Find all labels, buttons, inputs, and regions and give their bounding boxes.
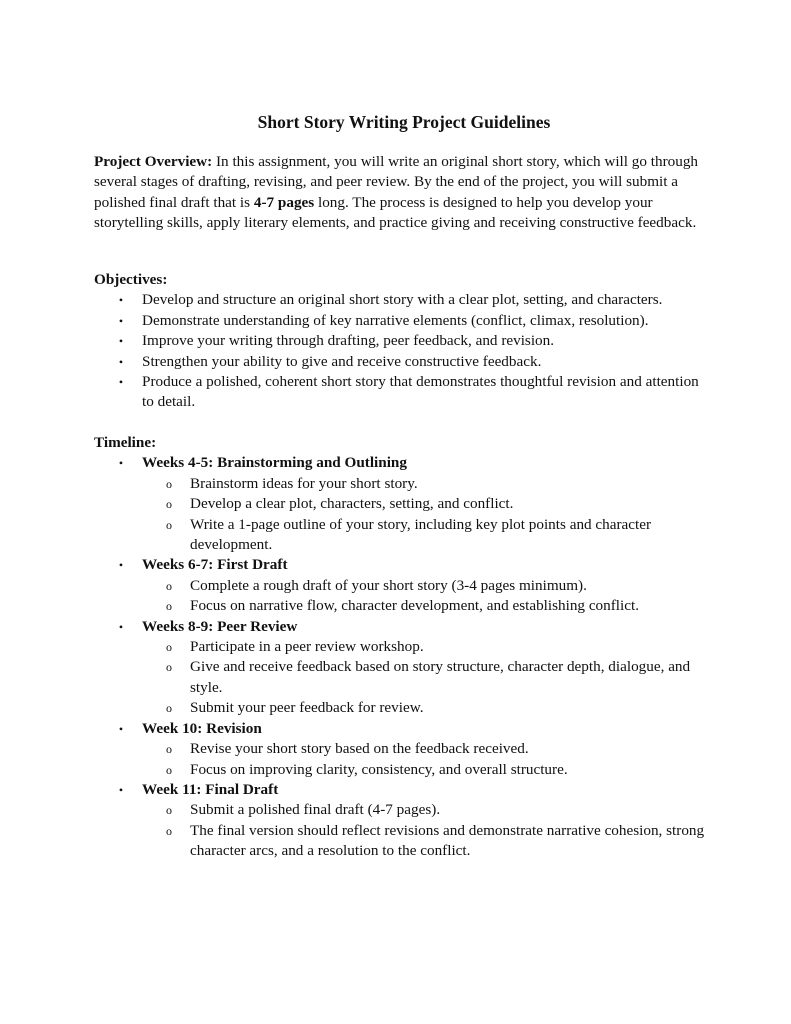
- week-title: Week 11: Final Draft: [142, 780, 279, 798]
- task-item: o Complete a rough draft of your short story (3-4 pages minimum).: [142, 576, 714, 596]
- week-title: Week 10: Revision: [142, 719, 262, 737]
- bullet-icon: •: [118, 619, 124, 634]
- project-overview: [94, 152, 704, 234]
- task-list: [142, 576, 714, 617]
- objective-item: • Develop and structure an original short story with a clear plot, setting, and characters.: [94, 290, 714, 310]
- bullet-icon: •: [118, 313, 124, 328]
- week-title: Weeks 8-9: Peer Review: [142, 617, 298, 635]
- overview-text-after: long. The process is designed to help you develop your storytelling skills, apply literary elements, and practice giving and receiving constructive feedback.: [94, 193, 697, 232]
- circle-bullet-icon: o: [166, 497, 172, 512]
- objective-item: • Demonstrate understanding of key narrative elements (conflict, climax, resolution).: [94, 311, 714, 331]
- bullet-icon: •: [118, 558, 124, 573]
- circle-bullet-icon: o: [166, 640, 172, 655]
- overview-page-count: 4-7 pages: [253, 193, 315, 211]
- bullet-icon: •: [118, 354, 124, 369]
- timeline-week: [94, 555, 714, 616]
- circle-bullet-icon: o: [166, 578, 172, 593]
- timeline-list: [94, 453, 714, 861]
- task-item: o Submit a polished final draft (4-7 pages).: [142, 800, 714, 820]
- task-item: o Focus on improving clarity, consistency, and overall structure.: [142, 760, 714, 780]
- bullet-icon: •: [118, 334, 124, 349]
- timeline-section: [94, 433, 714, 862]
- timeline-week: [94, 617, 714, 719]
- task-item: o Write a 1-page outline of your story, including key plot points and character development.: [166, 515, 652, 554]
- page-title: Short Story Writing Project Guidelines: [257, 112, 551, 132]
- circle-bullet-icon: o: [166, 476, 172, 491]
- task-list: [142, 637, 714, 719]
- task-item: o The final version should reflect revisions and demonstrate narrative cohesion, strong character arcs, and a resolution to the conflict.: [166, 821, 705, 860]
- bullet-icon: •: [118, 375, 124, 390]
- objectives-heading: Objectives:: [94, 271, 168, 288]
- task-item: o Focus on narrative flow, character development, and establishing conflict.: [142, 596, 714, 616]
- objectives-list: [94, 290, 714, 412]
- task-item: o Revise your short story based on the feedback received.: [142, 739, 714, 759]
- bullet-icon: •: [118, 782, 124, 797]
- bullet-icon: •: [118, 293, 124, 308]
- circle-bullet-icon: o: [166, 660, 172, 675]
- week-title: Weeks 6-7: First Draft: [142, 556, 288, 574]
- task-list: [142, 800, 714, 861]
- timeline-week: [94, 453, 714, 555]
- circle-bullet-icon: o: [166, 517, 172, 532]
- task-item: o Give and receive feedback based on story structure, character depth, dialogue, and style.: [166, 658, 691, 696]
- overview-text-before: In this assignment, you will write an original short story, which will go through several stages of drafting, revising, and peer review. By the end of the project, you will submit a polished final draft that is: [94, 153, 699, 211]
- circle-bullet-icon: o: [166, 599, 172, 614]
- objective-item: • Produce a polished, coherent short story that demonstrates thoughtful revision and attention to detail.: [94, 372, 714, 413]
- bullet-icon: •: [118, 721, 124, 736]
- circle-bullet-icon: o: [166, 803, 172, 818]
- objectives-section: [94, 270, 714, 413]
- bullet-icon: •: [118, 456, 124, 471]
- task-item: o Submit your peer feedback for review.: [142, 698, 714, 718]
- timeline-week: [94, 719, 714, 780]
- task-item: o Participate in a peer review workshop.: [142, 637, 714, 657]
- circle-bullet-icon: o: [166, 701, 172, 716]
- circle-bullet-icon: o: [166, 742, 172, 757]
- objective-item: • Strengthen your ability to give and receive constructive feedback.: [94, 352, 714, 372]
- task-list: [142, 474, 714, 556]
- timeline-week: [94, 780, 714, 862]
- circle-bullet-icon: o: [166, 823, 172, 838]
- overview-label: Project Overview:: [94, 153, 213, 170]
- task-list: [142, 739, 714, 780]
- task-item: o Brainstorm ideas for your short story.: [142, 474, 714, 494]
- week-title: Weeks 4-5: Brainstorming and Outlining: [142, 454, 407, 472]
- circle-bullet-icon: o: [166, 762, 172, 777]
- task-item: o Develop a clear plot, characters, setting, and conflict.: [142, 494, 714, 514]
- objective-item: • Improve your writing through drafting, peer feedback, and revision.: [94, 331, 714, 351]
- timeline-heading: Timeline:: [94, 434, 157, 451]
